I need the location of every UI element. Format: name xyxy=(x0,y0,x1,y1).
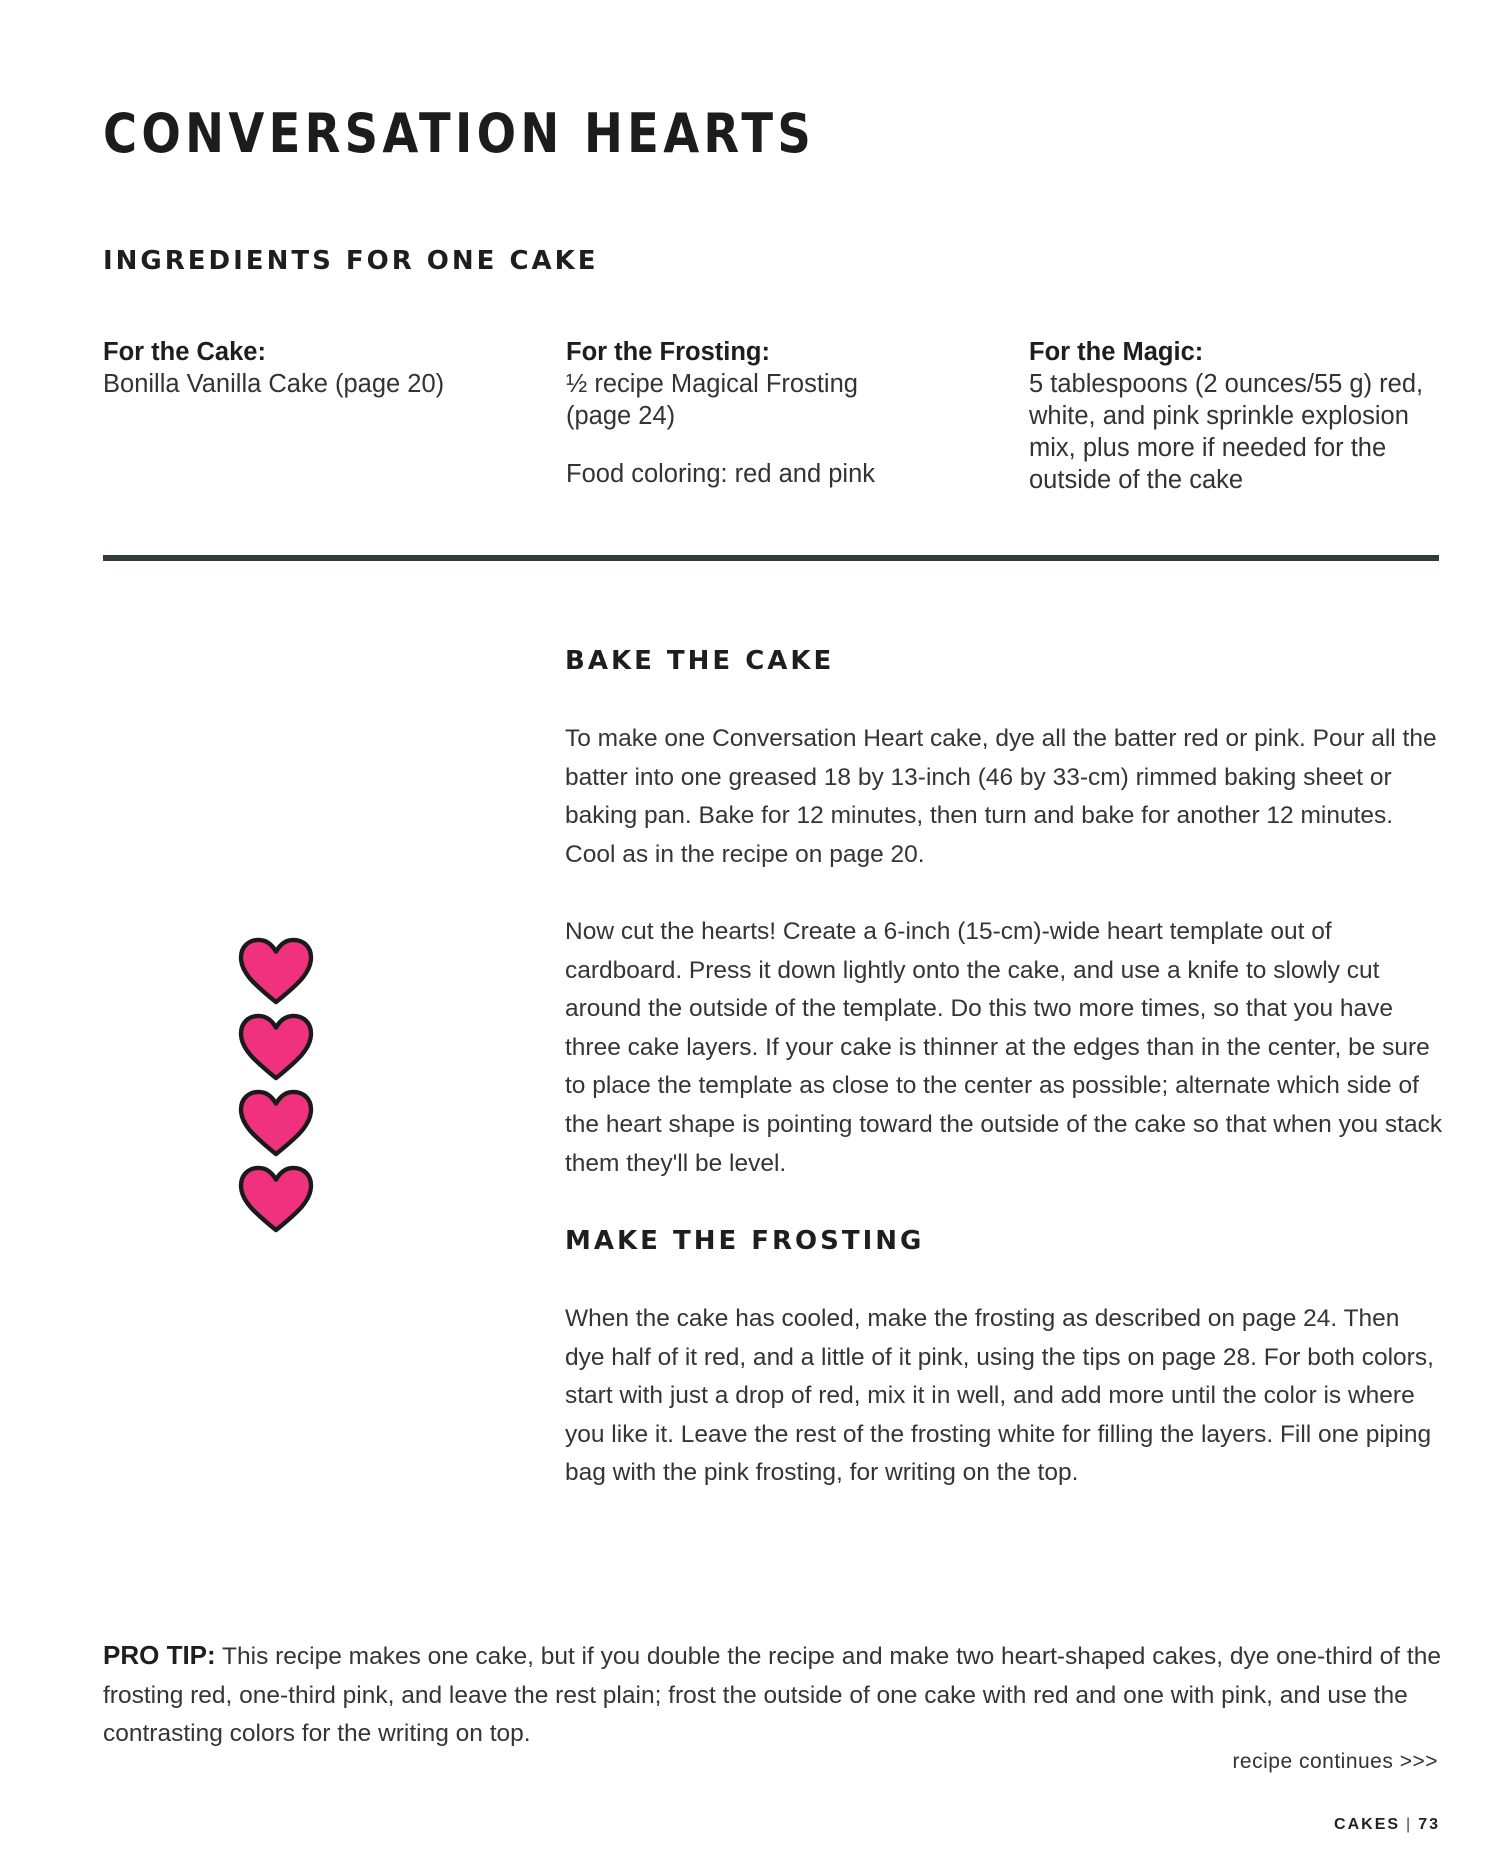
hearts-decoration xyxy=(237,936,317,1240)
recipe-continues-note: recipe continues >>> xyxy=(1232,1750,1438,1773)
frosting-heading: MAKE THE FROSTING xyxy=(565,1226,925,1256)
folio-section: CAKES xyxy=(1334,1816,1401,1833)
ingredient-column-cake xyxy=(103,336,523,400)
ingredient-column-magic xyxy=(1029,336,1449,496)
ingredients-heading: INGREDIENTS FOR ONE CAKE xyxy=(103,246,599,276)
page-title: CONVERSATION HEARTS xyxy=(103,102,816,165)
bake-heading: BAKE THE CAKE xyxy=(565,646,835,676)
section-divider xyxy=(103,555,1439,561)
folio-separator: | xyxy=(1406,1816,1413,1833)
magic-ingredient: 5 tablespoons (2 ounces/55 g) red, white, and pink sprinkle explosion mix, plus more if needed for the outside of the cake xyxy=(1029,370,1424,494)
pro-tip xyxy=(103,1636,1443,1754)
food-coloring-ingredient: Food coloring: red and pink xyxy=(566,460,876,488)
frosting-label: For the Frosting: xyxy=(566,338,770,366)
frosting-ingredient: ½ recipe Magical Frosting (page 24) xyxy=(566,370,858,430)
frosting-paragraph: When the cake has cooled, make the frosting as described on page 24. Then dye half of it red, and a little of it pink, using the tips on page 28. For both colors, start with just a drop of red, mix it in well, and add more until the color is where you like it. Leave the rest of the frosting white for filling the layers. Fill one piping bag with the pink frosting, for writing on the top. xyxy=(565,1305,1434,1487)
magic-label: For the Magic: xyxy=(1029,338,1204,366)
cake-ingredient: Bonilla Vanilla Cake (page 20) xyxy=(103,370,445,398)
page-folio xyxy=(1334,1816,1440,1834)
page-number: 73 xyxy=(1418,1816,1440,1833)
heart-icon xyxy=(237,1012,315,1082)
cake-label: For the Cake: xyxy=(103,338,266,366)
pro-tip-label: PRO TIP: xyxy=(103,1640,216,1670)
heart-icon xyxy=(237,1164,315,1234)
pro-tip-text: This recipe makes one cake, but if you double the recipe and make two heart-shaped cakes, dye one-third of the frosting red, one-third pink, and leave the rest plain; frost the outside of one cake with red and one with pink, and use the contrasting colors for the writing on top. xyxy=(103,1643,1441,1748)
heart-icon xyxy=(237,936,315,1006)
bake-paragraph-1: To make one Conversation Heart cake, dye all the batter red or pink. Pour all the batter into one greased 18 by 13-inch (46 by 33-cm) rimmed baking sheet or baking pan. Bake for 12 minutes, then turn and bake for another 12 minutes. Cool as in the recipe on page 20. xyxy=(565,725,1437,868)
bake-paragraph-2: Now cut the hearts! Create a 6-inch (15-cm)-wide heart template out of cardboard. Press it down lightly onto the cake, and use a knife to slowly cut around the outside of the template. Do this two more times, so that you have three cake layers. If your cake is thinner at the edges than in the center, be sure to place the template as close to the center as possible; alternate which side of the heart shape is pointing toward the outside of the cake so that when you stack them they'll be level. xyxy=(565,918,1443,1177)
ingredient-column-frosting xyxy=(566,336,986,490)
heart-icon xyxy=(237,1088,315,1158)
